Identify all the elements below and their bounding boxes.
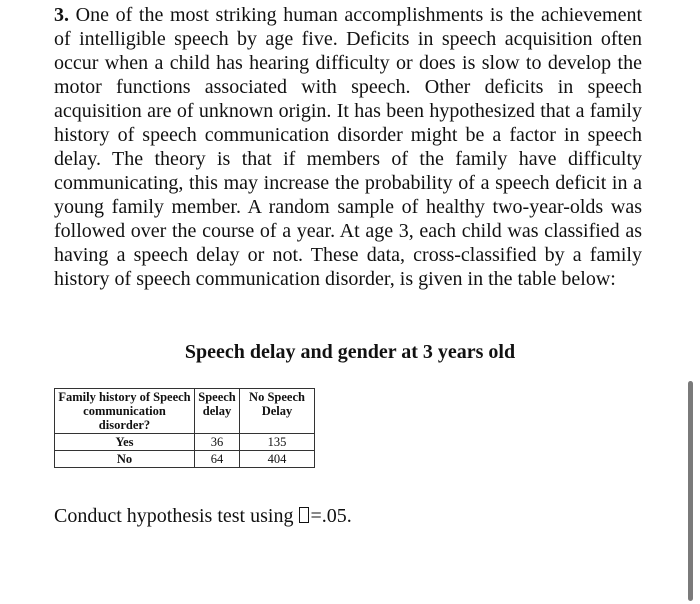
conduct-instruction [54, 505, 352, 528]
problem-text: One of the most striking human accomplishments is the achievement of intelligible speech by age five. Deficits in speech acquisition often occur when a child has hearing difficulty or does is slow to develop the motor functions associated with speech. Other deficits in speech acquisition are of unknown origin. It has been hypothesized that a family history of speech communication disorder might be a factor in speech delay. The theory is that if members of the family have difficulty communicating, this may increase the probability of a speech deficit in a young family member. A random sample of healthy two-year-olds was followed over the course of a year. At age 3, each child was classified as having a speech delay or not. These data, cross-classified by a family history of speech communication disorder, is given in the table below: [54, 4, 642, 290]
cell-yes-speech-delay: 36 [195, 434, 240, 451]
header-family-history: Family history of Speech communication disorder? [55, 389, 195, 434]
conduct-suffix: =.05. [310, 505, 352, 527]
row-label-yes: Yes [55, 434, 195, 451]
missing-alpha-glyph-icon [299, 507, 309, 523]
table-header-row [55, 389, 315, 434]
contingency-table [54, 388, 315, 468]
vertical-scrollbar[interactable] [688, 381, 693, 601]
table-row [55, 451, 315, 468]
problem-statement [54, 3, 642, 291]
conduct-prefix: Conduct hypothesis test using [54, 505, 299, 527]
cell-no-no-speech-delay: 404 [240, 451, 315, 468]
header-speech-delay: Speech delay [195, 389, 240, 434]
table-row [55, 434, 315, 451]
cell-yes-no-speech-delay: 135 [240, 434, 315, 451]
cell-no-speech-delay: 64 [195, 451, 240, 468]
row-label-no: No [55, 451, 195, 468]
problem-number: 3. [54, 4, 69, 26]
table-title: Speech delay and gender at 3 years old [184, 341, 516, 363]
header-no-speech-delay: No Speech Delay [240, 389, 315, 434]
